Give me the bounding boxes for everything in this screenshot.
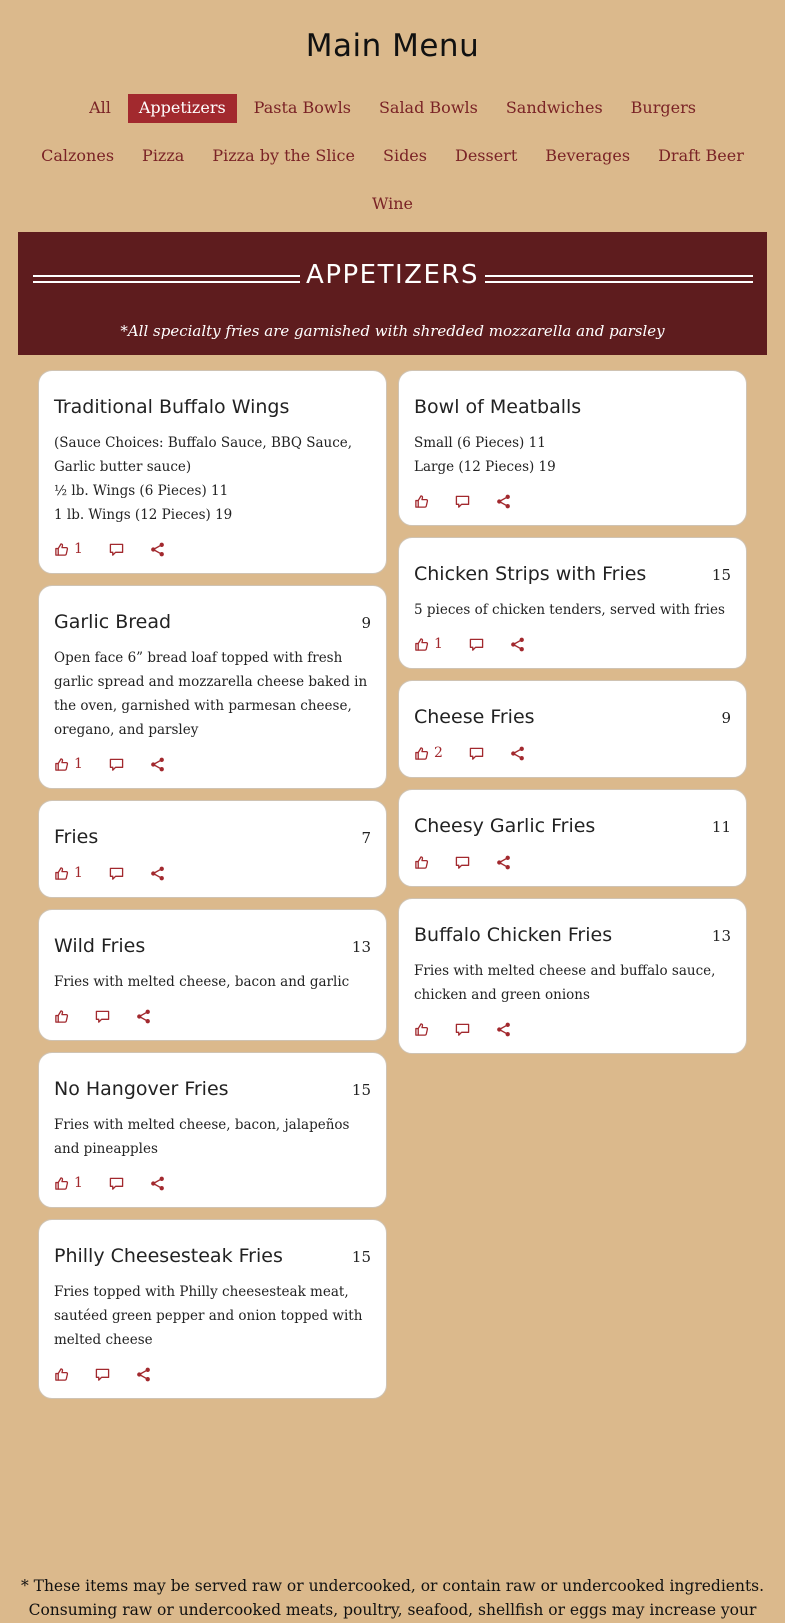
section-banner [18, 232, 767, 355]
menu-item-card[interactable] [398, 370, 747, 526]
menu-item-option-line: Large (12 Pieces) 19 [414, 459, 556, 475]
tab-sandwiches[interactable]: Sandwiches [505, 98, 603, 117]
menu-item-actions [54, 1364, 371, 1384]
share-button[interactable] [150, 542, 165, 557]
menu-item-price: 11 [711, 818, 731, 836]
menu-item-actions [414, 634, 731, 654]
thumbs-up-icon [54, 542, 69, 557]
menu-item-name: Bowl of Meatballs [414, 396, 582, 418]
share-button[interactable] [150, 866, 165, 881]
menu-item-name: Garlic Bread [54, 611, 172, 633]
menu-column-right [398, 370, 747, 1065]
share-icon [510, 746, 525, 761]
menu-item-name: Fries [54, 826, 99, 848]
menu-item-price: 9 [361, 614, 371, 632]
tab-draft-beer[interactable]: Draft Beer [658, 146, 744, 165]
thumbs-up-icon [54, 757, 69, 772]
comment-icon [95, 1367, 110, 1382]
comment-icon [109, 1176, 124, 1191]
menu-item-actions [54, 1006, 371, 1026]
menu-item-actions [414, 743, 731, 763]
menu-item-price: 9 [721, 709, 731, 727]
tab-appetizers[interactable]: Appetizers [128, 94, 237, 123]
menu-item-header [54, 823, 371, 851]
menu-item-header [54, 1075, 371, 1103]
like-button[interactable] [414, 745, 443, 761]
like-button[interactable] [414, 1022, 429, 1037]
share-icon [150, 866, 165, 881]
menu-item-option-line: 1 lb. Wings (12 Pieces) 19 [54, 507, 233, 523]
menu-item-actions [54, 754, 371, 774]
menu-item-card[interactable] [38, 800, 387, 898]
menu-item-header [54, 393, 371, 421]
thumbs-up-icon [54, 866, 69, 881]
like-count: 1 [74, 756, 83, 772]
menu-item-header [414, 921, 731, 949]
like-button[interactable] [414, 636, 443, 652]
tab-sides[interactable]: Sides [382, 146, 427, 165]
tab-pizza-by-the-slice[interactable]: Pizza by the Slice [212, 146, 355, 165]
menu-item-name: Buffalo Chicken Fries [414, 924, 613, 946]
menu-item-name: Wild Fries [54, 935, 146, 957]
tab-beverages[interactable]: Beverages [545, 146, 631, 165]
menu-item-header [54, 1242, 371, 1270]
share-icon [150, 757, 165, 772]
comment-button[interactable] [109, 542, 124, 557]
category-nav-row [0, 142, 785, 171]
menu-item-card[interactable] [38, 370, 387, 574]
share-icon [136, 1009, 151, 1024]
thumbs-up-icon [414, 855, 429, 870]
like-count: 1 [434, 636, 443, 652]
comment-icon [455, 1022, 470, 1037]
share-button[interactable] [150, 1176, 165, 1191]
menu-item-price: 7 [361, 829, 371, 847]
menu-item-options [414, 431, 731, 479]
like-count: 1 [74, 1175, 83, 1191]
menu-item-card[interactable] [38, 909, 387, 1041]
menu-item-description: Fries topped with Philly cheesesteak meat, sautéed green pepper and onion topped with melted cheese [54, 1284, 363, 1348]
comment-icon [95, 1009, 110, 1024]
menu-item-name: No Hangover Fries [54, 1078, 229, 1100]
comment-button[interactable] [109, 866, 124, 881]
menu-item-card[interactable] [38, 1052, 387, 1208]
tab-burgers[interactable]: Burgers [630, 98, 696, 117]
menu-item-name: Cheesy Garlic Fries [414, 815, 596, 837]
thumbs-up-icon [414, 637, 429, 652]
menu-item-card[interactable] [38, 1219, 387, 1399]
menu-item-actions [414, 491, 731, 511]
menu-item-description: Fries with melted cheese, bacon, jalapeños and pineapples [54, 1117, 350, 1157]
tab-calzones[interactable]: Calzones [41, 146, 115, 165]
tab-wine[interactable]: Wine [371, 194, 414, 213]
comment-button[interactable] [469, 746, 484, 761]
like-count: 1 [74, 541, 83, 557]
menu-item-actions [54, 539, 371, 559]
like-button[interactable] [54, 756, 83, 772]
banner-divider-right [485, 275, 753, 283]
menu-item-price: 13 [711, 927, 731, 945]
share-button[interactable] [136, 1367, 151, 1382]
like-button[interactable] [54, 1367, 69, 1382]
comment-button[interactable] [455, 1022, 470, 1037]
thumbs-up-icon [414, 1022, 429, 1037]
share-button[interactable] [510, 637, 525, 652]
share-button[interactable] [150, 757, 165, 772]
menu-item-description: Fries with melted cheese and buffalo sauce, chicken and green onions [414, 963, 716, 1003]
menu-item-option-line: Small (6 Pieces) 11 [414, 435, 546, 451]
menu-item-description: Fries with melted cheese, bacon and garlic [54, 974, 350, 990]
like-count: 1 [74, 865, 83, 881]
menu-item-card[interactable] [38, 585, 387, 789]
menu-item-description: 5 pieces of chicken tenders, served with fries [414, 602, 725, 618]
comment-button[interactable] [95, 1009, 110, 1024]
share-button[interactable] [510, 746, 525, 761]
allergen-disclaimer: * These items may be served raw or undercooked, or contain raw or undercooked ingredients. Consuming raw or undercooked meats, poultry, seafood, shellfish or eggs may increase your [20, 1577, 765, 1619]
menu-item-header [54, 932, 371, 960]
tab-salad-bowls[interactable]: Salad Bowls [378, 98, 478, 117]
share-button[interactable] [496, 494, 511, 509]
comment-icon [109, 542, 124, 557]
page-title: Main Menu [305, 28, 480, 64]
comment-button[interactable] [469, 637, 484, 652]
share-icon [496, 494, 511, 509]
comment-icon [455, 494, 470, 509]
menu-item-actions [414, 1019, 731, 1039]
menu-item-header [54, 608, 371, 636]
menu-item-options [54, 431, 371, 527]
comment-icon [469, 746, 484, 761]
thumbs-up-icon [414, 494, 429, 509]
comment-button[interactable] [455, 494, 470, 509]
menu-item-price: 13 [351, 938, 371, 956]
menu-item-card[interactable] [398, 537, 747, 669]
share-icon [496, 855, 511, 870]
comment-icon [109, 866, 124, 881]
menu-item-option-line: ½ lb. Wings (6 Pieces) 11 [54, 483, 229, 499]
section-title: APPETIZERS [306, 260, 479, 290]
like-button[interactable] [414, 494, 429, 509]
like-button[interactable] [54, 1175, 83, 1191]
comment-button[interactable] [109, 757, 124, 772]
thumbs-up-icon [414, 746, 429, 761]
share-icon [510, 637, 525, 652]
share-button[interactable] [136, 1009, 151, 1024]
tab-pizza[interactable]: Pizza [142, 146, 185, 165]
like-button[interactable] [414, 855, 429, 870]
share-button[interactable] [496, 855, 511, 870]
thumbs-up-icon [54, 1009, 69, 1024]
menu-item-price: 15 [351, 1248, 371, 1266]
share-button[interactable] [496, 1022, 511, 1037]
like-button[interactable] [54, 865, 83, 881]
section-note: *All specialty fries are garnished with shredded mozzarella and parsley [120, 322, 665, 340]
menu-item-name: Traditional Buffalo Wings [54, 396, 290, 418]
comment-button[interactable] [455, 855, 470, 870]
comment-button[interactable] [95, 1367, 110, 1382]
menu-item-header [414, 703, 731, 731]
menu-item-price: 15 [711, 566, 731, 584]
menu-item-option-line: (Sauce Choices: Buffalo Sauce, BBQ Sauce, Garlic butter sauce) [54, 435, 353, 475]
like-button[interactable] [54, 1009, 69, 1024]
menu-item-card[interactable] [398, 680, 747, 778]
menu-item-card[interactable] [398, 789, 747, 887]
like-count: 2 [434, 745, 443, 761]
menu-item-price: 15 [351, 1081, 371, 1099]
menu-item-name: Philly Cheesesteak Fries [54, 1245, 283, 1267]
comment-icon [469, 637, 484, 652]
tab-dessert[interactable]: Dessert [454, 146, 518, 165]
comment-icon [109, 757, 124, 772]
share-icon [136, 1367, 151, 1382]
menu-item-card[interactable] [398, 898, 747, 1054]
menu-item-name: Chicken Strips with Fries [414, 563, 647, 585]
menu-item-header [414, 812, 731, 840]
menu-item-actions [54, 863, 371, 883]
tab-all[interactable]: All [89, 98, 111, 117]
comment-button[interactable] [109, 1176, 124, 1191]
thumbs-up-icon [54, 1367, 69, 1382]
share-icon [150, 1176, 165, 1191]
menu-column-left [38, 370, 387, 1410]
menu-item-header [414, 393, 731, 421]
thumbs-up-icon [54, 1176, 69, 1191]
category-nav-row [0, 94, 785, 123]
share-icon [150, 542, 165, 557]
menu-item-description: Open face 6” bread loaf topped with fresh garlic spread and mozzarella cheese baked in the oven, garnished with parmesan cheese, oregano, and parsley [54, 650, 368, 738]
menu-item-name: Cheese Fries [414, 706, 535, 728]
menu-item-actions [54, 1173, 371, 1193]
comment-icon [455, 855, 470, 870]
tab-pasta-bowls[interactable]: Pasta Bowls [253, 98, 351, 117]
like-button[interactable] [54, 541, 83, 557]
category-nav-row [0, 190, 785, 219]
menu-item-actions [414, 852, 731, 872]
menu-item-header [414, 560, 731, 588]
share-icon [496, 1022, 511, 1037]
